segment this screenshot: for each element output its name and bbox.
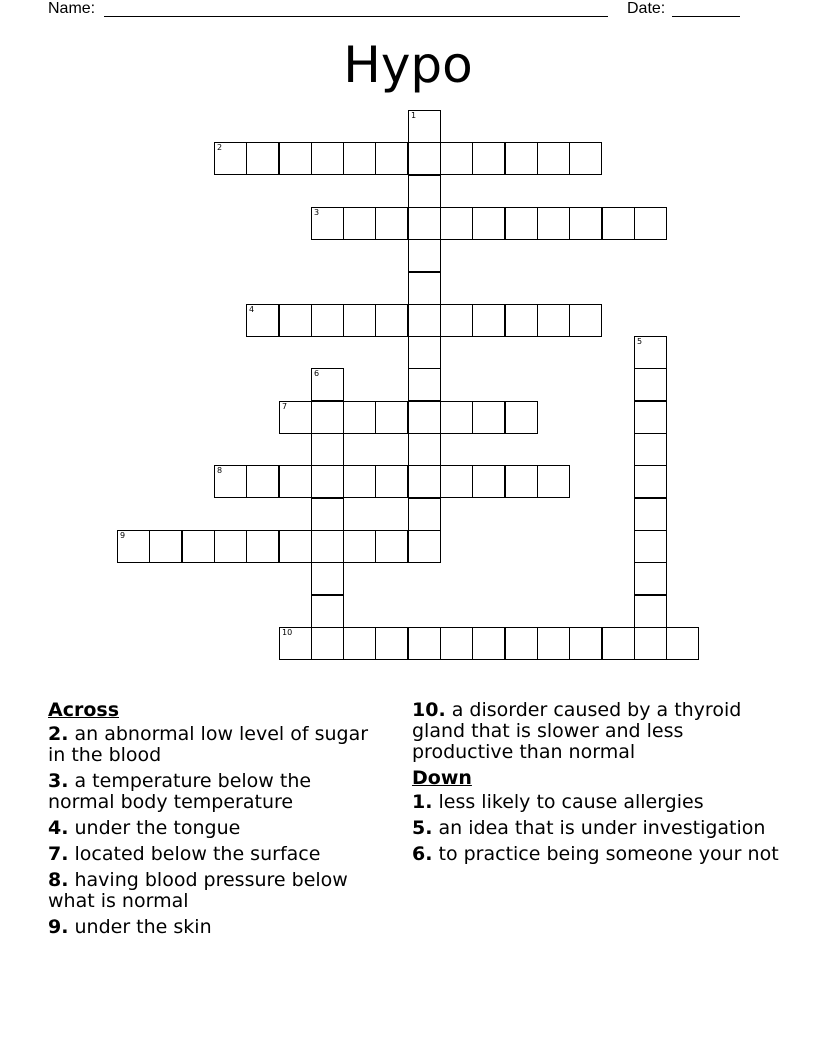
crossword-cell[interactable] bbox=[343, 142, 376, 175]
crossword-cell[interactable] bbox=[408, 207, 441, 240]
crossword-cell[interactable] bbox=[634, 401, 667, 434]
crossword-cell[interactable] bbox=[279, 530, 312, 563]
crossword-cell[interactable] bbox=[311, 530, 344, 563]
crossword-cell[interactable] bbox=[311, 562, 344, 595]
crossword-cell[interactable] bbox=[408, 368, 441, 401]
crossword-cell[interactable] bbox=[279, 465, 312, 498]
cell-number: 2 bbox=[217, 143, 223, 152]
crossword-cell[interactable] bbox=[408, 498, 441, 531]
crossword-cell[interactable] bbox=[214, 465, 247, 498]
crossword-cell[interactable] bbox=[537, 304, 570, 337]
cell-number: 1 bbox=[411, 111, 417, 120]
crossword-cell[interactable] bbox=[311, 498, 344, 531]
cell-number: 6 bbox=[314, 369, 320, 378]
crossword-cell[interactable] bbox=[537, 142, 570, 175]
crossword-cell[interactable] bbox=[440, 465, 473, 498]
crossword-cell[interactable] bbox=[472, 465, 505, 498]
crossword-cell[interactable] bbox=[634, 465, 667, 498]
crossword-cell[interactable] bbox=[602, 207, 635, 240]
crossword-cell[interactable] bbox=[440, 142, 473, 175]
crossword-cell[interactable] bbox=[343, 304, 376, 337]
crossword-cell[interactable] bbox=[505, 401, 538, 434]
crossword-cell[interactable] bbox=[634, 498, 667, 531]
crossword-cell[interactable] bbox=[634, 530, 667, 563]
crossword-cell[interactable] bbox=[375, 465, 408, 498]
crossword-cell[interactable] bbox=[440, 207, 473, 240]
crossword-cell[interactable] bbox=[634, 368, 667, 401]
crossword-cell[interactable] bbox=[505, 142, 538, 175]
crossword-cell[interactable] bbox=[505, 627, 538, 660]
crossword-cell[interactable] bbox=[634, 562, 667, 595]
crossword-cell[interactable] bbox=[408, 175, 441, 208]
clue-across: 7. located below the surface bbox=[48, 843, 321, 865]
clue-across: 4. under the tongue bbox=[48, 817, 241, 839]
crossword-cell[interactable] bbox=[408, 272, 441, 305]
crossword-cell[interactable] bbox=[472, 627, 505, 660]
crossword-cell[interactable] bbox=[246, 465, 279, 498]
crossword-cell[interactable] bbox=[149, 530, 182, 563]
crossword-cell[interactable] bbox=[569, 142, 602, 175]
crossword-cell[interactable] bbox=[634, 595, 667, 628]
clue-across: 8. having blood pressure below what is normal bbox=[48, 869, 348, 912]
clue-down: 6. to practice being someone your not bbox=[412, 843, 779, 865]
crossword-cell[interactable] bbox=[311, 465, 344, 498]
clues-column-left bbox=[48, 700, 378, 943]
crossword-cell[interactable] bbox=[375, 304, 408, 337]
crossword-cell[interactable] bbox=[311, 595, 344, 628]
crossword-cell[interactable] bbox=[311, 401, 344, 434]
crossword-cell[interactable] bbox=[214, 142, 247, 175]
crossword-cell[interactable] bbox=[311, 433, 344, 466]
crossword-cell[interactable] bbox=[634, 336, 667, 369]
crossword-cell[interactable] bbox=[246, 142, 279, 175]
crossword-cell[interactable] bbox=[602, 627, 635, 660]
clues-column-right bbox=[412, 700, 782, 870]
crossword-cell[interactable] bbox=[311, 627, 344, 660]
crossword-cell[interactable] bbox=[408, 110, 441, 143]
crossword-cell[interactable] bbox=[440, 401, 473, 434]
crossword-cell[interactable] bbox=[408, 401, 441, 434]
crossword-cell[interactable] bbox=[311, 207, 344, 240]
cell-number: 10 bbox=[282, 628, 293, 637]
crossword-cell[interactable] bbox=[505, 207, 538, 240]
cell-number: 5 bbox=[637, 337, 643, 346]
crossword-cell[interactable] bbox=[472, 142, 505, 175]
crossword-cell[interactable] bbox=[408, 530, 441, 563]
clue-across: 3. a temperature below the normal body temperature bbox=[48, 770, 312, 813]
crossword-cell[interactable] bbox=[440, 627, 473, 660]
cell-number: 8 bbox=[217, 466, 223, 475]
crossword-cell[interactable] bbox=[375, 207, 408, 240]
crossword-cell[interactable] bbox=[343, 627, 376, 660]
crossword-cell[interactable] bbox=[472, 401, 505, 434]
page-title: Hypo bbox=[343, 36, 473, 94]
crossword-cell[interactable] bbox=[279, 142, 312, 175]
cell-number: 3 bbox=[314, 208, 320, 217]
crossword-cell[interactable] bbox=[472, 304, 505, 337]
crossword-cell[interactable] bbox=[343, 530, 376, 563]
crossword-cell[interactable] bbox=[375, 530, 408, 563]
crossword-cell[interactable] bbox=[569, 304, 602, 337]
clue-down: 5. an idea that is under investigation bbox=[412, 817, 766, 839]
crossword-cell[interactable] bbox=[569, 207, 602, 240]
crossword-cell[interactable] bbox=[343, 207, 376, 240]
crossword-cell[interactable] bbox=[408, 142, 441, 175]
crossword-cell[interactable] bbox=[666, 627, 699, 660]
crossword-cell[interactable] bbox=[408, 433, 441, 466]
crossword-cell[interactable] bbox=[375, 401, 408, 434]
clue-across: 9. under the skin bbox=[48, 916, 212, 938]
crossword-cell[interactable] bbox=[375, 627, 408, 660]
crossword-cell[interactable] bbox=[634, 433, 667, 466]
crossword-cell[interactable] bbox=[117, 530, 150, 563]
crossword-cell[interactable] bbox=[279, 627, 312, 660]
crossword-cell[interactable] bbox=[311, 142, 344, 175]
crossword-cell[interactable] bbox=[343, 401, 376, 434]
crossword-cell[interactable] bbox=[505, 465, 538, 498]
clue-across: 2. an abnormal low level of sugar in the blood bbox=[48, 723, 369, 766]
crossword-cell[interactable] bbox=[279, 401, 312, 434]
crossword-cell[interactable] bbox=[634, 207, 667, 240]
crossword-cell[interactable] bbox=[537, 207, 570, 240]
crossword-cell[interactable] bbox=[246, 530, 279, 563]
clue-down: 1. less likely to cause allergies bbox=[412, 791, 704, 813]
crossword-cell[interactable] bbox=[634, 627, 667, 660]
crossword-cell[interactable] bbox=[311, 304, 344, 337]
date-label: Date: bbox=[627, 0, 666, 17]
crossword-cell[interactable] bbox=[505, 304, 538, 337]
crossword-cell[interactable] bbox=[408, 627, 441, 660]
crossword-cell[interactable] bbox=[214, 530, 247, 563]
crossword-cell[interactable] bbox=[375, 142, 408, 175]
crossword-cell[interactable] bbox=[246, 304, 279, 337]
crossword-cell[interactable] bbox=[440, 304, 473, 337]
crossword-cell[interactable] bbox=[408, 465, 441, 498]
crossword-cell[interactable] bbox=[408, 336, 441, 369]
across-heading: Across bbox=[48, 699, 120, 721]
cell-number: 7 bbox=[282, 402, 288, 411]
clue-across: 10. a disorder caused by a thyroid gland that is slower and less productive than normal bbox=[412, 699, 742, 763]
crossword-cell[interactable] bbox=[279, 304, 312, 337]
down-heading: Down bbox=[412, 767, 472, 789]
crossword-cell[interactable] bbox=[537, 465, 570, 498]
crossword-cell[interactable] bbox=[472, 207, 505, 240]
crossword-cell[interactable] bbox=[343, 465, 376, 498]
crossword-cell[interactable] bbox=[182, 530, 215, 563]
crossword-cell[interactable] bbox=[537, 627, 570, 660]
crossword-cell[interactable] bbox=[408, 239, 441, 272]
name-label: Name: bbox=[48, 0, 96, 17]
crossword-cell[interactable] bbox=[408, 304, 441, 337]
cell-number: 4 bbox=[249, 305, 255, 314]
cell-number: 9 bbox=[120, 531, 126, 540]
crossword-cell[interactable] bbox=[311, 368, 344, 401]
crossword-cell[interactable] bbox=[569, 627, 602, 660]
